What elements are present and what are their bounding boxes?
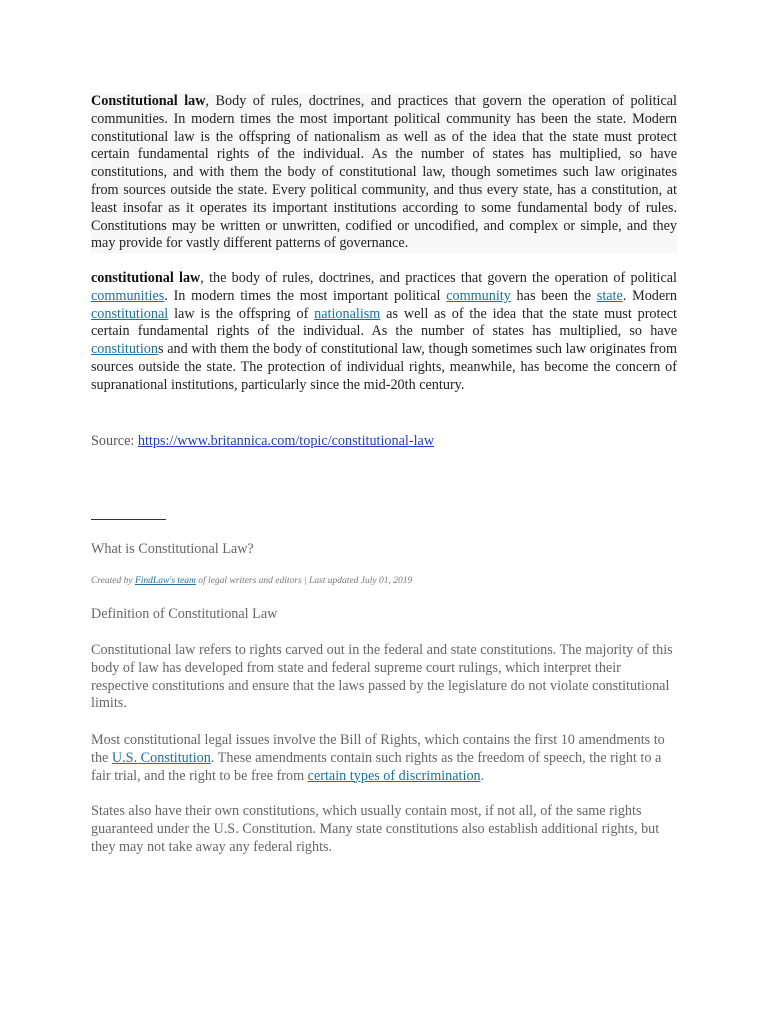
britannica-paragraph-1 <box>91 93 677 253</box>
text-run: as well as of the idea that the state must protect certain fundamental rights of the individual. As the number of states has multiplied, so have <box>91 305 677 340</box>
term-bold: Constitutional law <box>91 93 206 109</box>
link-community[interactable]: community <box>446 287 511 304</box>
findlaw-paragraph-1: Constitutional law refers to rights carved out in the federal and state constitutions. The majority of this body of law has developed from state and federal supreme court rulings, which interpret their respective constitutions and ensure that the laws passed by the legislature do not violate constitutional limits. <box>91 642 673 712</box>
findlaw-team-link[interactable]: FindLaw's team <box>134 576 196 586</box>
source-link[interactable]: https://www.britannica.com/topic/constitutional-law <box>137 433 435 449</box>
findlaw-heading: What is Constitutional Law? <box>91 541 254 557</box>
text-run: Most constitutional legal issues involve the Bill of Rights, which contains the first 10 amendments to the <box>91 732 665 766</box>
text-run: . Modern <box>622 287 677 304</box>
paragraph-text: , Body of rules, doctrines, and practices that govern the operation of political communities. In modern times the most important political community has been the state. Modern constitutional law is the offspring of nationalism as well as of the idea that the state must protect certain fundamental rights of the individual. As the number of states has multiplied, so have constitutions, and with them the body of constitutional law, though sometimes such law originates from sources outside the state. Every political community, and thus every state, has a constitution, at least insofar as it operates its important institutions according to some fundamental body of rules. Constitutions may be written or unwritten, codified or uncodified, and complex or simple, and they may provide for vastly different patterns of governance. <box>91 93 677 252</box>
findlaw-meta <box>91 575 677 587</box>
text-run: . In modern times the most important political <box>164 287 447 304</box>
link-constitutional[interactable]: constitutional <box>91 305 169 322</box>
source-line <box>91 432 677 450</box>
source-label: Source: <box>91 433 138 449</box>
divider <box>91 519 166 520</box>
link-state[interactable]: state <box>596 287 623 304</box>
findlaw-subheading: Definition of Constitutional Law <box>91 606 278 622</box>
meta-prefix: Created by <box>91 576 135 586</box>
meta-suffix: of legal writers and editors | Last updated July 01, 2019 <box>195 576 413 586</box>
text-run: has been the <box>510 287 597 304</box>
findlaw-paragraph-2 <box>91 732 677 785</box>
link-constitution[interactable]: constitution <box>91 341 158 358</box>
text-run: s and with them the body of constitutional law, though sometimes such law originates from sources outside the state. The protection of individual rights, meanwhile, has become the concern of supranational institutions, particularly since the mid-20th century. <box>91 341 677 393</box>
us-constitution-link[interactable]: U.S. Constitution <box>111 749 211 766</box>
term-bold: constitutional law <box>91 270 201 286</box>
discrimination-link[interactable]: certain types of discrimination <box>307 767 481 784</box>
text-run: law is the offspring of <box>168 305 315 322</box>
text-run: , the body of rules, doctrines, and practices that govern the operation of political <box>200 270 677 286</box>
text-run: . <box>480 767 485 784</box>
text-run: . These amendments contain such rights as the freedom of speech, the right to a fair trial, and the right to be free from <box>91 749 662 784</box>
link-nationalism[interactable]: nationalism <box>314 305 381 322</box>
britannica-paragraph-2 <box>91 270 677 395</box>
link-communities[interactable]: communities <box>91 287 165 304</box>
findlaw-paragraph-3: States also have their own constitutions, which usually contain most, if not all, of the same rights guaranteed under the U.S. Constitution. Many state constitutions also establish additional rights, but they may not take away any federal rights. <box>91 803 660 855</box>
